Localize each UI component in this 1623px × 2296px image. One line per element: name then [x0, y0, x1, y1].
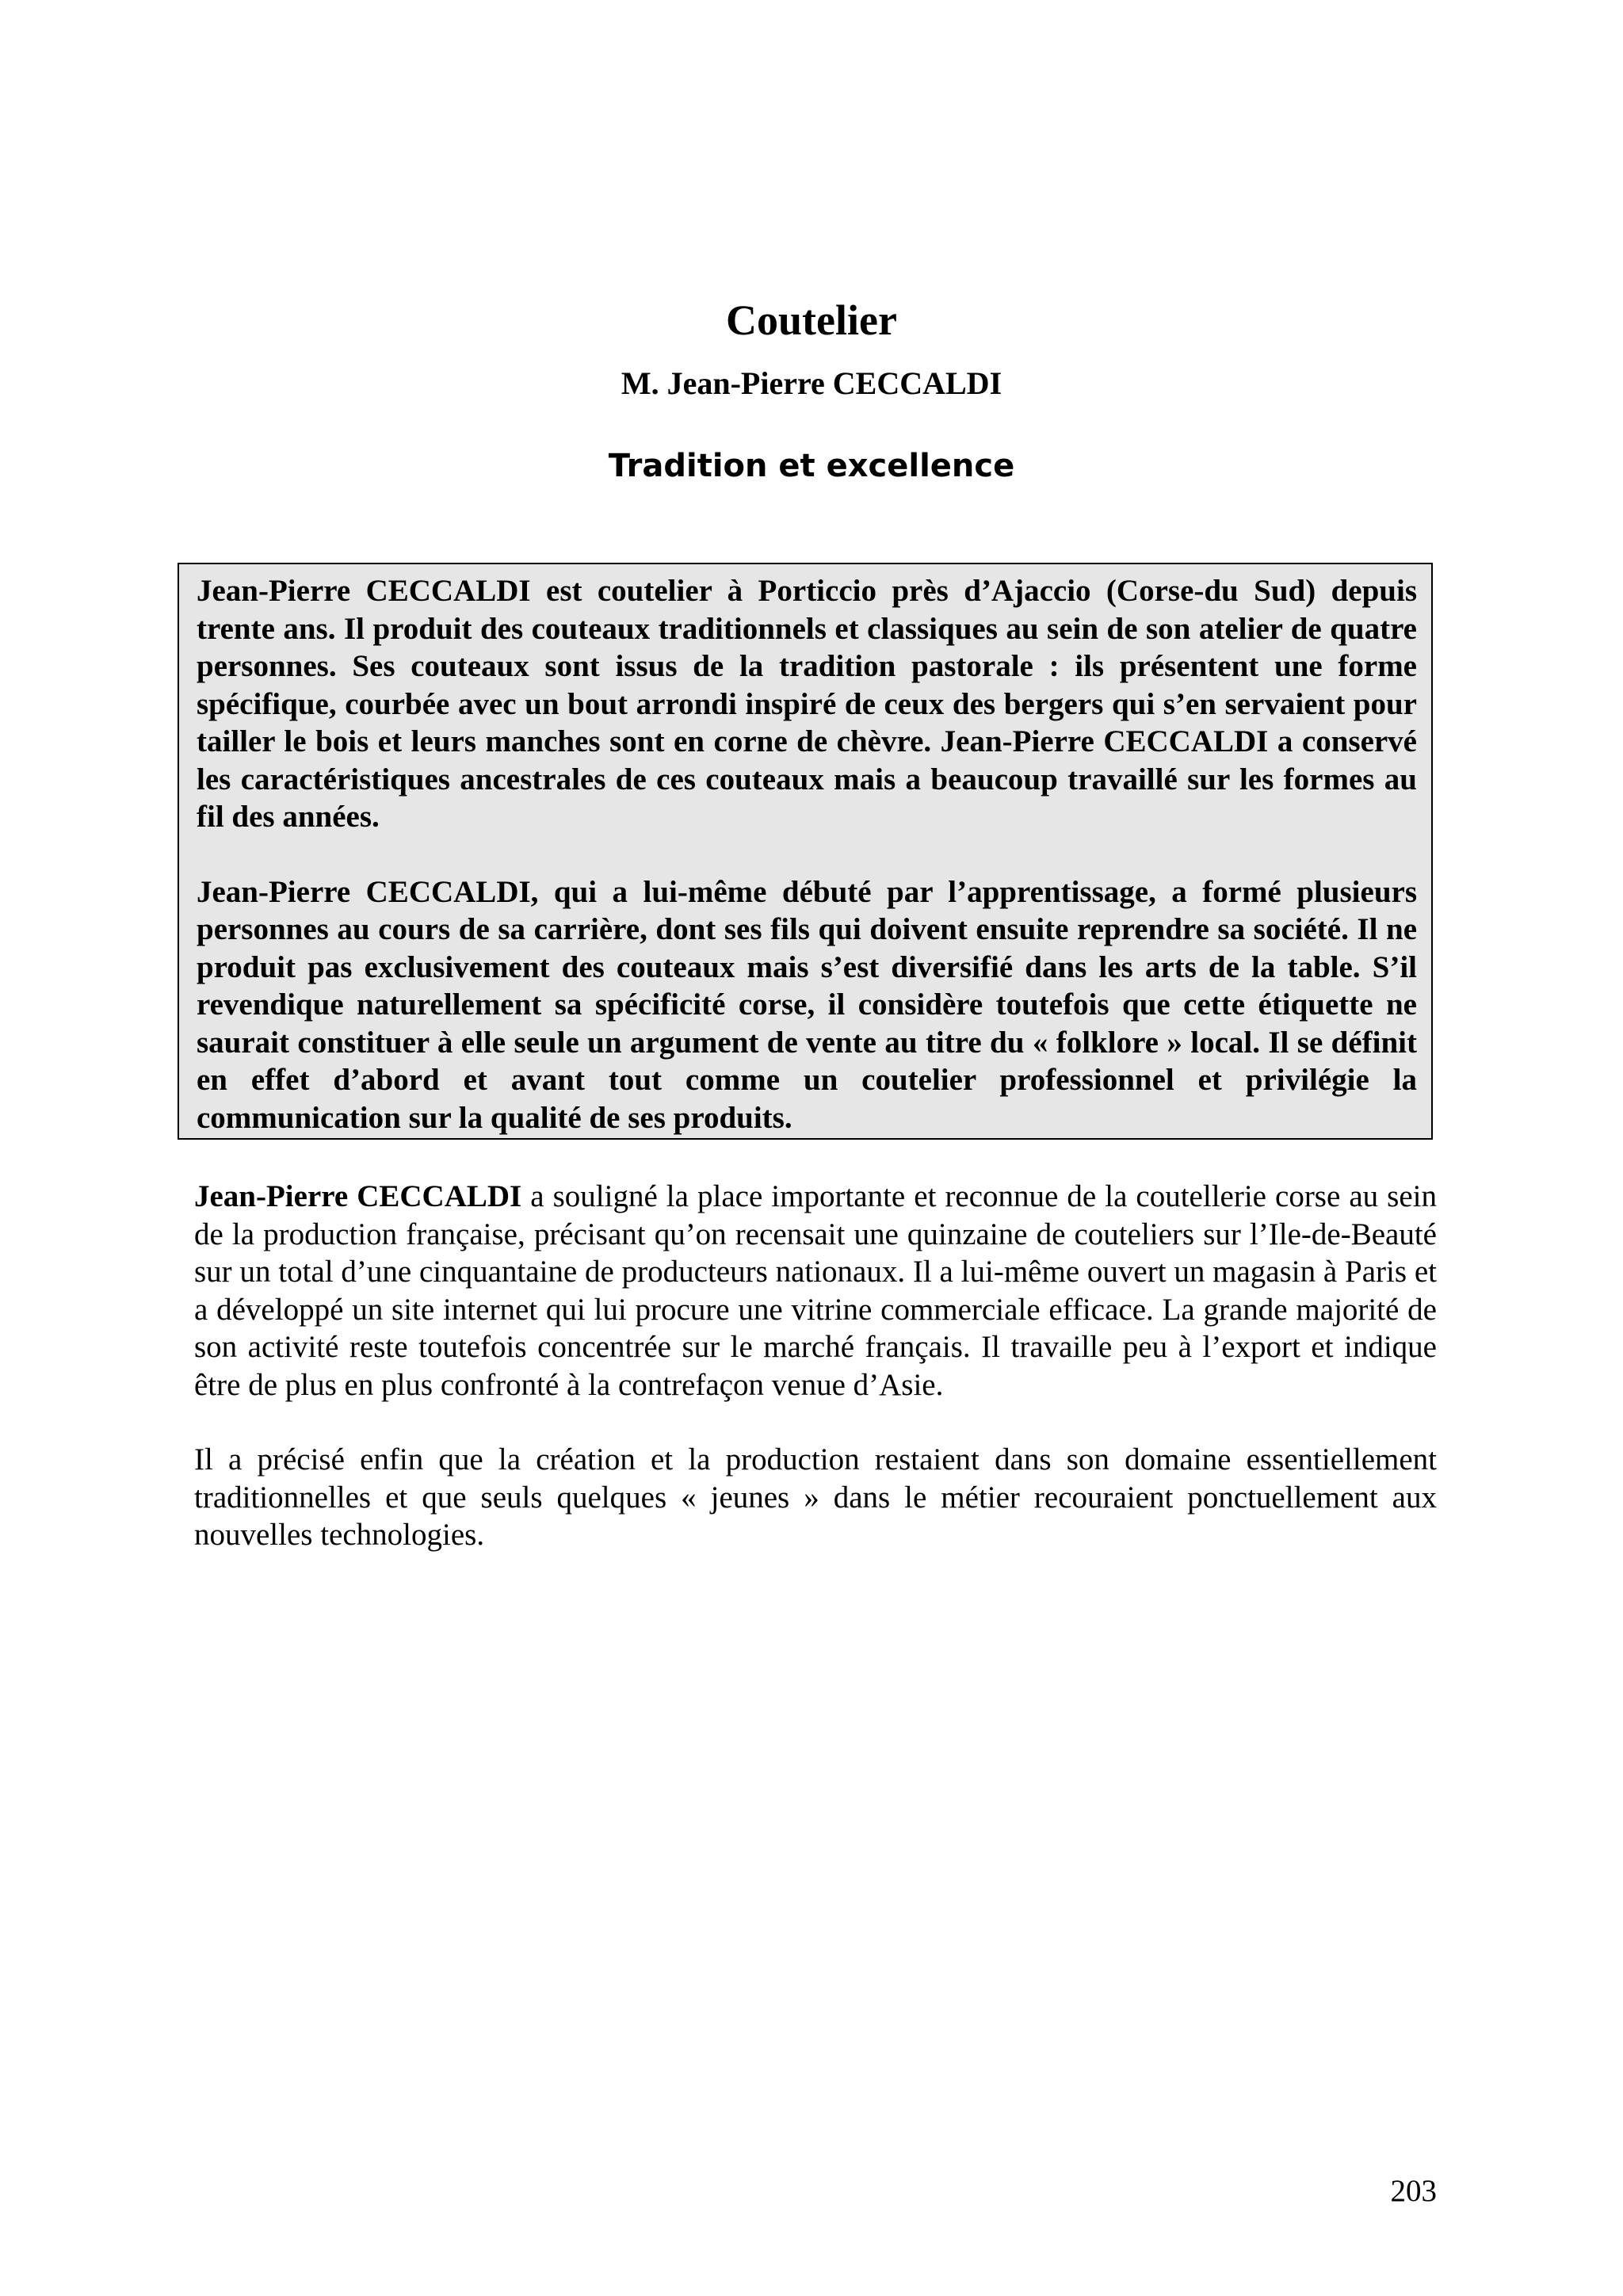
- page-title: Coutelier: [726, 296, 897, 345]
- page-subtitle: Tradition et excellence: [608, 448, 1015, 484]
- summary-box: [178, 563, 1433, 1140]
- summary-paragraph-1: Jean-Pierre CECCALDI est coutelier à Porticcio près d’Ajaccio (Corse-du Sud) depuis trente ans. Il produit des couteaux traditionnels et classiques au sein de son atelier de quatre personnes. Ses couteaux sont issus de la tradition pastorale : ils présentent une forme spécifique, courbée avec un bout arrondi inspiré de ceux des bergers qui s’en servaient pour tailler le bois et leurs manches sont en corne de chèvre. Jean-Pierre CECCALDI a conservé les caractéristiques ancestrales de ces couteaux mais a beaucoup travaillé sur les formes au fil des années.: [197, 574, 1417, 834]
- body-paragraph-1: [194, 1178, 1437, 1404]
- body-paragraph-2: Il a précisé enfin que la création et la production restaient dans son domaine essentiellement traditionnelles et que seuls quelques « jeunes » dans le métier recouraient ponctuellement aux nouvelles technologies.: [194, 1442, 1437, 1552]
- body-text: [194, 1178, 1437, 1554]
- body-paragraph-1-rest: a souligné la place importante et reconnue de la coutellerie corse au sein de la production française, précisant qu’on recensait une quinzaine de couteliers sur l’Ile-de-Beauté sur un total d’une cinquantaine de producteurs nationaux. Il a lui-même ouvert un magasin à Paris et a développé un site internet qui lui procure une vitrine commerciale efficace. La grande majorité de son activité reste toutefois concentrée sur le marché français. Il travaille peu à l’export et indique être de plus en plus confronté à la contrefaçon venue d’Asie.: [194, 1179, 1437, 1402]
- body-paragraph-1-lead: Jean-Pierre CECCALDI: [194, 1179, 522, 1213]
- summary-paragraph-2: Jean-Pierre CECCALDI, qui a lui-même débuté par l’apprentissage, a formé plusieurs personnes au cours de sa carrière, dont ses fils qui doivent ensuite reprendre sa société. Il ne produit pas exclusivement des couteaux mais s’est diversifié dans les arts de la table. S’il revendique naturellement sa spécificité corse, il considère toutefois que cette étiquette ne saurait constituer à elle seule un argument de vente au titre du « folklore » local. Il se définit en effet d’abord et avant tout comme un coutelier professionnel et privilégie la communication sur la qualité de ses produits.: [197, 874, 1417, 1135]
- author-name: M. Jean-Pierre CECCALDI: [621, 365, 1002, 401]
- page-number: 203: [1390, 2174, 1437, 2208]
